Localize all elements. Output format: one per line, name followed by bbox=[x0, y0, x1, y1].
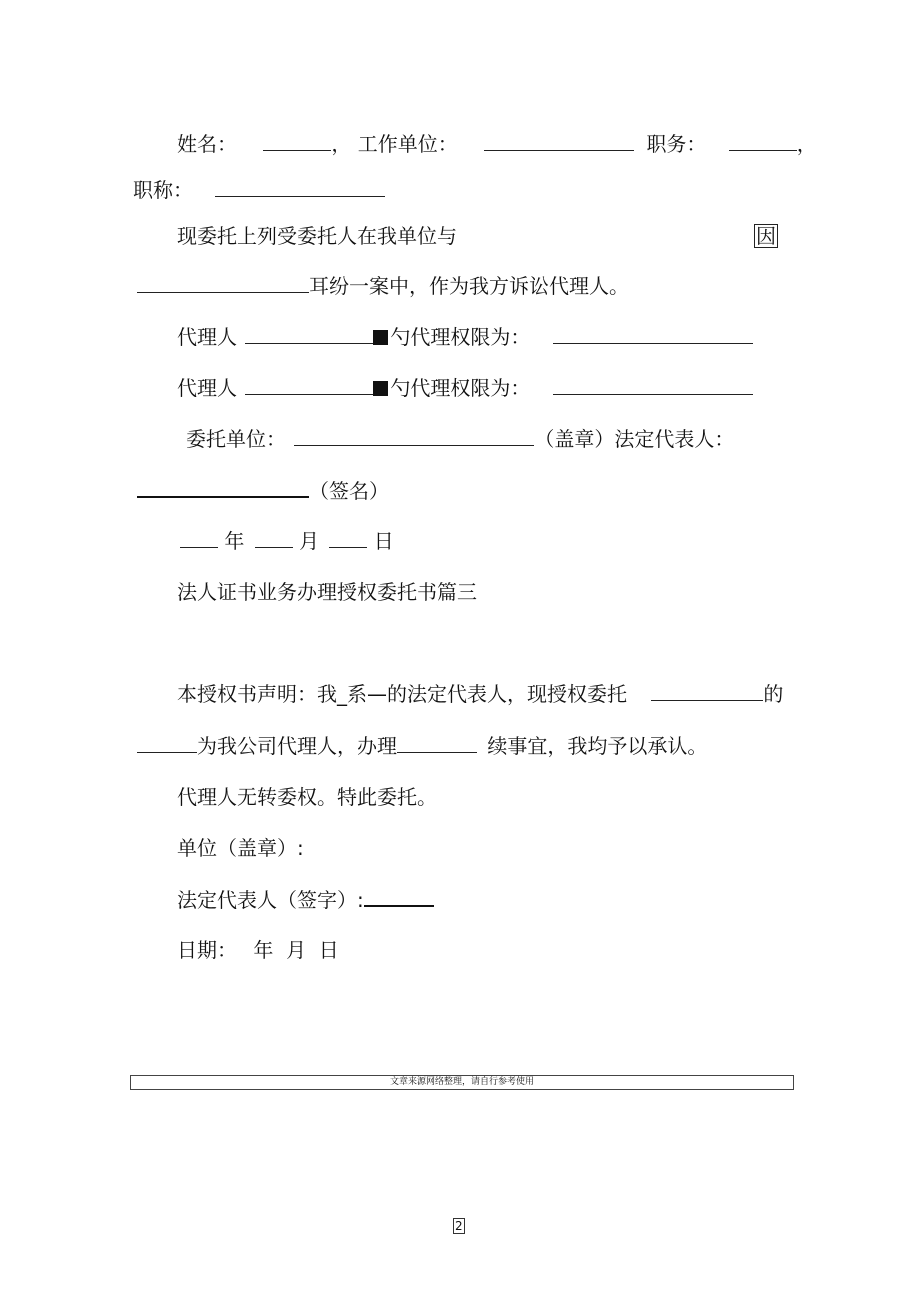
day-field[interactable] bbox=[329, 529, 367, 548]
agent-name-field-1[interactable] bbox=[245, 325, 373, 344]
agent-name-field-2[interactable] bbox=[245, 376, 373, 395]
declaration-line-1 bbox=[177, 682, 783, 706]
authority-text: 勺代理权限为： bbox=[390, 376, 531, 400]
principal-unit-field[interactable] bbox=[294, 427, 534, 446]
entrustee-field[interactable] bbox=[651, 682, 763, 701]
agent-authority-line-1 bbox=[177, 325, 753, 349]
legal-rep-sign-label: 法定代表人（签字）: bbox=[177, 888, 364, 912]
month-label: 月 bbox=[299, 529, 320, 553]
square-icon bbox=[373, 381, 388, 396]
year-label: 年 bbox=[224, 529, 245, 553]
signature-field[interactable] bbox=[137, 478, 309, 498]
authority-text: 勺代理权限为： bbox=[390, 325, 531, 349]
title-label: 职称： bbox=[133, 178, 193, 202]
principal-unit-label: 委托单位： bbox=[186, 427, 286, 451]
declaration-de: 的 bbox=[763, 682, 784, 706]
entrust-text: 现委托上列受委托人在我单位与 bbox=[177, 224, 457, 248]
work-unit-field[interactable] bbox=[484, 132, 634, 151]
section-heading: 法人证书业务办理授权委托书篇三 bbox=[177, 580, 477, 604]
position-label: 职务： bbox=[646, 132, 707, 156]
name-workunit-position-line bbox=[177, 132, 817, 156]
date-line-2 bbox=[177, 938, 339, 962]
work-unit-label: 工作单位： bbox=[357, 132, 458, 156]
principal-unit-line bbox=[186, 427, 734, 451]
agent-authority-line-2 bbox=[177, 376, 753, 400]
source-note: 文章来源网络整理，请自行参考使用 bbox=[130, 1075, 794, 1090]
name-label: 姓名： bbox=[177, 132, 237, 156]
agent-label: 代理人 bbox=[177, 325, 237, 349]
no-transfer-text: 代理人无转委权。特此委托。 bbox=[177, 785, 437, 809]
unit-seal-label: 单位（盖章）: bbox=[177, 836, 304, 860]
authority-field-2[interactable] bbox=[553, 376, 753, 395]
day-label: 日 bbox=[373, 529, 394, 553]
dispute-line bbox=[137, 274, 629, 298]
signature-line bbox=[137, 478, 389, 503]
comma: ， bbox=[796, 132, 817, 156]
boxed-char: 因 bbox=[756, 224, 776, 248]
declaration-line2-part1: 为我公司代理人，办理 bbox=[197, 734, 397, 758]
date-label: 日期： bbox=[177, 938, 237, 962]
title-field[interactable] bbox=[215, 178, 385, 197]
name-field[interactable] bbox=[263, 132, 331, 151]
boxed-char-wrapper bbox=[754, 224, 778, 248]
seal-rep-label: （盖章）法定代表人： bbox=[534, 427, 735, 451]
date-ymd: 年 月 日 bbox=[253, 938, 339, 962]
declaration-line-2 bbox=[137, 734, 707, 758]
comma: ， bbox=[331, 132, 352, 156]
entrust-line bbox=[177, 224, 457, 248]
year-field[interactable] bbox=[180, 529, 218, 548]
page-number: 2 bbox=[455, 1219, 463, 1233]
sign-label: （签名） bbox=[309, 479, 389, 503]
authority-field-1[interactable] bbox=[553, 325, 753, 344]
declaration-line2-part2: 续事宜，我均予以承认。 bbox=[487, 734, 708, 758]
legal-rep-sign-field[interactable] bbox=[364, 887, 434, 907]
square-icon bbox=[373, 330, 388, 345]
title-line bbox=[133, 178, 385, 202]
legal-rep-sign-line bbox=[177, 887, 434, 912]
date-line-1 bbox=[180, 529, 394, 553]
agent-field[interactable] bbox=[137, 734, 197, 753]
matter-field[interactable] bbox=[397, 734, 477, 753]
position-field[interactable] bbox=[729, 132, 797, 151]
declaration-text: 本授权书声明：我_系—的法定代表人，现授权委托 bbox=[177, 682, 627, 706]
dispute-text: 耳纷一案中，作为我方诉讼代理人。 bbox=[309, 274, 629, 298]
opponent-field[interactable] bbox=[137, 274, 309, 293]
agent-label: 代理人 bbox=[177, 376, 237, 400]
month-field[interactable] bbox=[255, 529, 293, 548]
